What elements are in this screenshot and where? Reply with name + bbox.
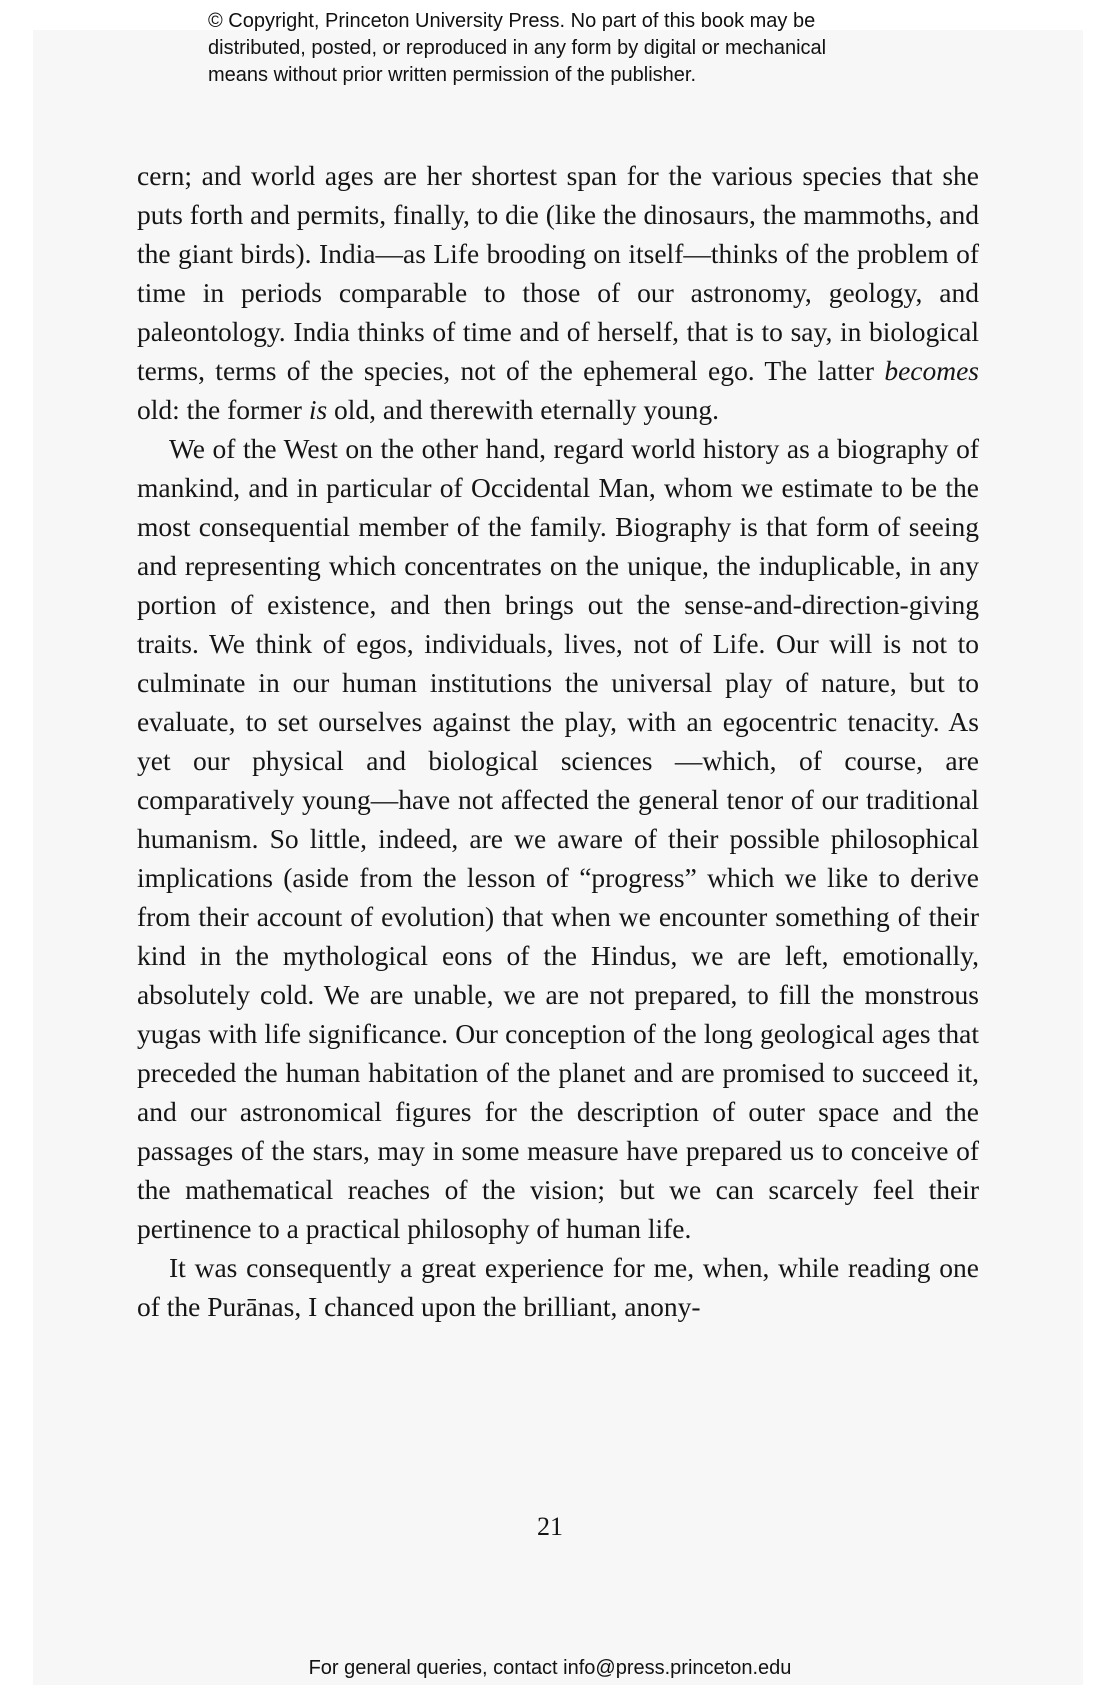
copyright-line: distributed, posted, or reproduced in any form by digital or mechanical [208, 37, 827, 59]
paragraph [137, 156, 979, 429]
copyright-notice [208, 8, 928, 89]
page-number: 21 [537, 1512, 563, 1541]
footer-contact: For general queries, contact info@press.princeton.edu [308, 1657, 792, 1679]
italic-word: is [308, 394, 328, 425]
paragraph-text: cern; and world ages are her shortest span for the various species that she puts forth and permits, finally, to die (like the dinosaurs, the mammoths, and the giant birds). India—as Life brooding on itself—thinks of the problem of time in periods comparable to those of our astronomy, geology, and paleontology. India thinks of time and of herself, that is to say, in biological terms, terms of the species, not of the ephemeral ego. The latter [137, 160, 979, 386]
copyright-line: © Copyright, Princeton University Press. No part of this book may be [208, 10, 816, 32]
book-page-body [137, 156, 979, 1326]
paragraph: We of the West on the other hand, regard world history as a biography of mankind, and in particular of Occidental Man, whom we estimate to be the most consequential member of the family. Biography is that form of seeing and representing which concentrates on the unique, the induplicable, in any portion of existence, and then brings out the sense-and-direction-giving traits. We think of egos, individuals, lives, not of Life. Our will is not to culminate in our human institutions the universal play of nature, but to evaluate, to set ourselves against the play, with an egocentric tenacity. As yet our physical and biological sciences —which, of course, are comparatively young—have not affected the general tenor of our traditional humanism. So little, indeed, are we aware of their possible philosophical implications (aside from the lesson of “progress” which we like to derive from their account of evolution) that when we encounter something of their kind in the mythological eons of the Hindus, we are left, emotionally, absolutely cold. We are unable, we are not prepared, to fill the monstrous yugas with life significance. Our conception of the long geological ages that preceded the human habitation of the planet and are promised to succeed it, and our astronomical figures for the description of outer space and the passages of the stars, may in some measure have prepared us to conceive of the mathematical reaches of the vision; but we can scarcely feel their pertinence to a practical philosophy of human life. [137, 433, 979, 1244]
italic-word: becomes [884, 355, 979, 386]
paragraph: It was consequently a great experience for me, when, while reading one of the Purānas, I chanced upon the brilliant, anony- [137, 1252, 979, 1322]
paragraph-text: old: the former [137, 394, 309, 425]
copyright-line: means without prior written permission of the publisher. [208, 64, 697, 86]
paragraph-text: old, and therewith eternally young. [327, 394, 719, 425]
